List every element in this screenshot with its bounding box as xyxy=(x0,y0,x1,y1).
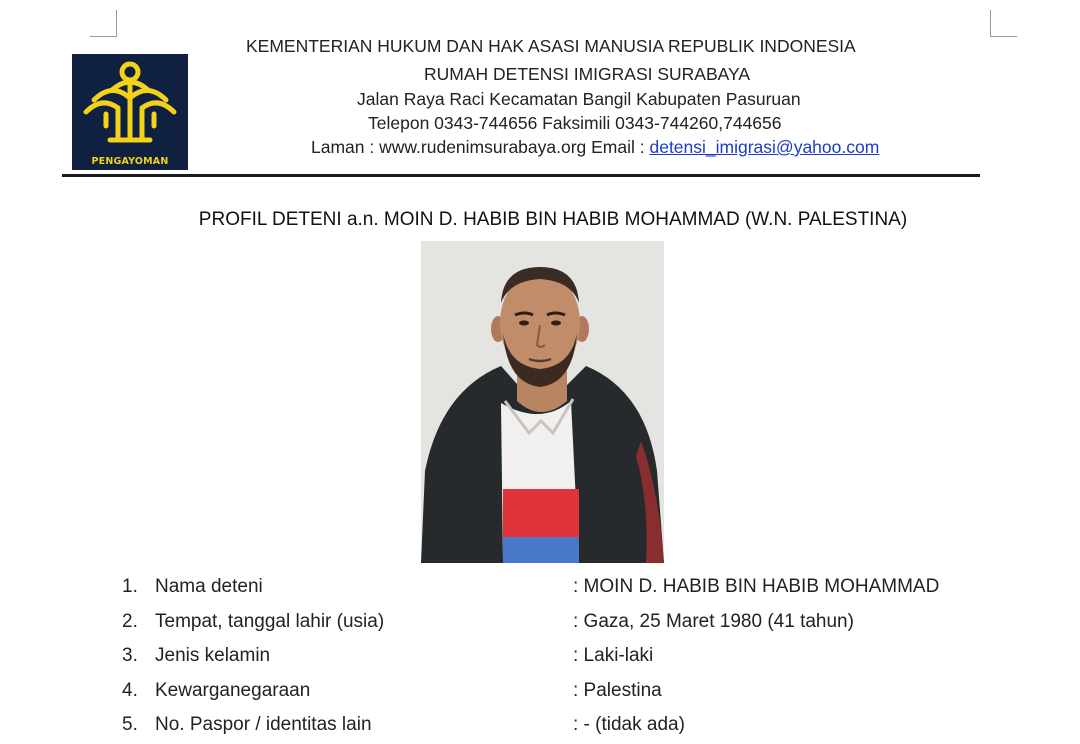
detail-label: Nama deteni xyxy=(155,576,263,597)
detail-value: : MOIN D. HABIB BIN HABIB MOHAMMAD xyxy=(573,576,940,597)
detail-value: : Laki-laki xyxy=(573,645,654,666)
detainee-photo xyxy=(421,241,664,563)
detail-label: Kewarganegaraan xyxy=(155,680,311,701)
page-corner-mark-right xyxy=(990,10,1017,37)
detail-number: 2. xyxy=(122,611,138,632)
detail-row xyxy=(122,611,1022,641)
phone-fax: Telepon 0343-744656 Faksimili 0343-744260,744656 xyxy=(368,113,782,133)
detail-number: 5. xyxy=(122,714,138,735)
detail-number: 1. xyxy=(122,576,138,597)
address: Jalan Raya Raci Kecamatan Bangil Kabupaten Pasuruan xyxy=(357,89,801,109)
email-link[interactable]: detensi_imigrasi@yahoo.com xyxy=(649,137,880,157)
detail-value: : - (tidak ada) xyxy=(573,714,685,735)
ministry-name: KEMENTERIAN HUKUM DAN HAK ASASI MANUSIA REPUBLIK INDONESIA xyxy=(246,36,856,56)
detail-label: No. Paspor / identitas lain xyxy=(155,714,372,735)
detail-row xyxy=(122,714,1022,744)
institution-name: RUMAH DETENSI IMIGRASI SURABAYA xyxy=(424,64,751,84)
website-email-line xyxy=(311,135,879,159)
detail-number: 3. xyxy=(122,645,138,666)
detail-row xyxy=(122,576,1022,606)
detail-number: 4. xyxy=(122,680,138,701)
document-title: PROFIL DETENI a.n. MOIN D. HABIB BIN HABIB MOHAMMAD (W.N. PALESTINA) xyxy=(198,209,908,230)
detail-value: : Palestina xyxy=(573,680,662,701)
header-divider xyxy=(62,174,980,177)
detail-row xyxy=(122,645,1022,675)
pengayoman-logo xyxy=(72,54,188,170)
page-corner-mark-left xyxy=(90,10,117,37)
detail-label: Jenis kelamin xyxy=(155,645,271,666)
detail-value: : Gaza, 25 Maret 1980 (41 tahun) xyxy=(573,611,854,632)
website-label: Laman : www.rudenimsurabaya.org Email : xyxy=(311,137,650,157)
logo-text: PENGAYOMAN xyxy=(91,156,169,167)
detail-label: Tempat, tanggal lahir (usia) xyxy=(155,611,385,632)
detail-row xyxy=(122,680,1022,710)
